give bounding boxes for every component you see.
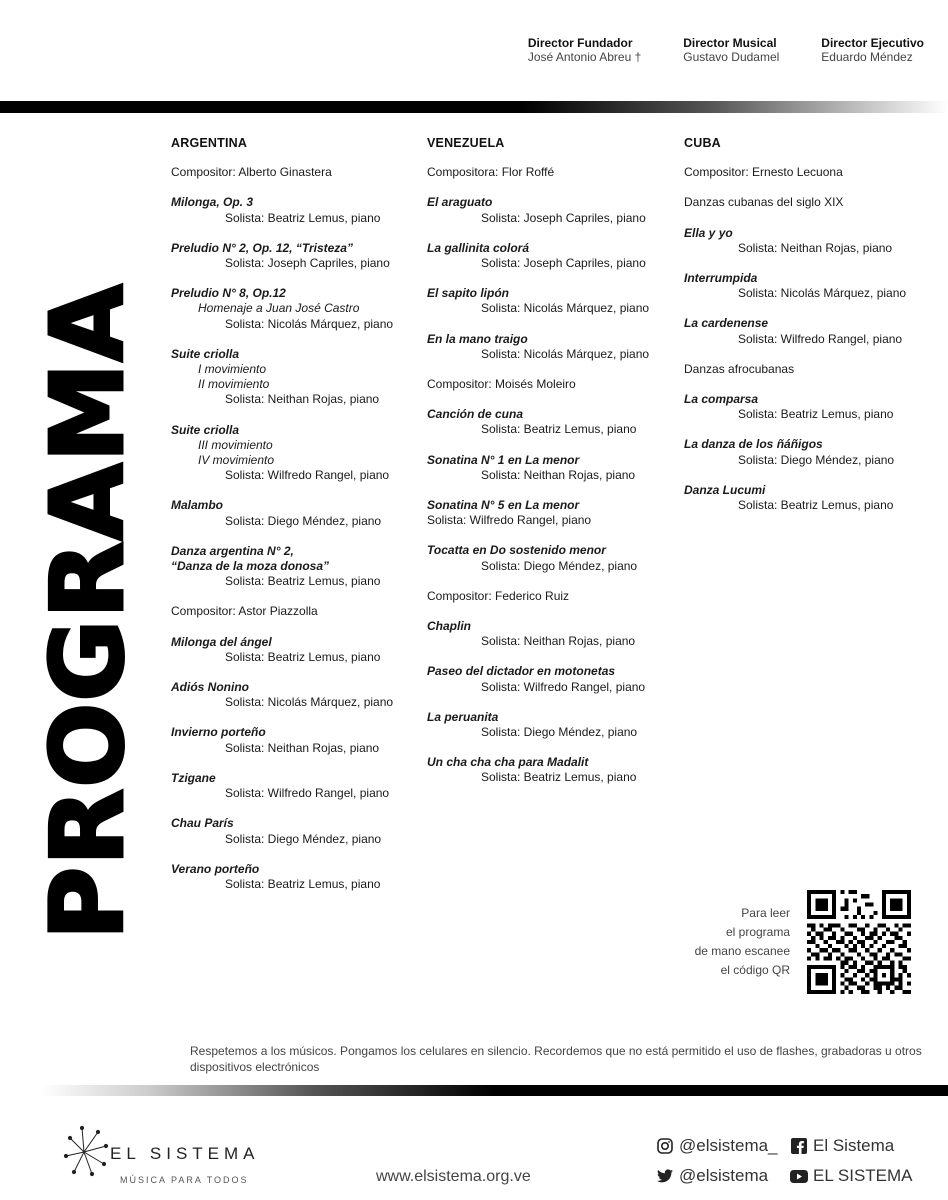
program-piece [427,332,677,362]
venezuela-column [427,136,677,801]
soloist-line: Solista: Beatriz Lemus, piano [225,649,381,664]
program-piece [684,483,934,513]
piece-title: La peruanita [427,709,499,724]
director-musical [683,36,779,64]
soloist-line: Solista: Joseph Capriles, piano [481,210,646,225]
piece-title: Danza Lucumi [684,482,766,497]
piece-title: Ella y yo [684,225,733,240]
soloist-line: Solista: Diego Méndez, piano [481,725,638,740]
program-piece [684,437,934,467]
soloist-line: Solista: Nicolás Márquez, piano [225,695,394,710]
soloist-line: Solista: Neithan Rojas, piano [738,240,893,255]
soloist-line: Solista: Nicolás Márquez, piano [738,286,907,301]
qr-code[interactable] [807,890,911,994]
qr-text-line: de mano escanee [694,944,790,958]
composer-line: Compositora: Flor Roffé [427,165,555,180]
soloist-line: Solista: Neithan Rojas, piano [225,392,380,407]
qr-text-line: Para leer [741,906,790,920]
piece-title: Verano porteño [171,861,260,876]
piece-title: La danza de los ñáñigos [684,437,823,452]
piece-title: El araguato [427,195,493,210]
group-heading: Danzas cubanas del siglo XIX [684,195,844,210]
directors-header [528,36,924,64]
bottom-gradient-bar [40,1085,948,1096]
soloist-line: Solista: Wilfredo Rangel, piano [225,468,390,483]
piece-title: Suite criolla [171,422,240,437]
program-piece [427,498,677,528]
program-piece [171,725,421,755]
facebook-link[interactable] [790,1136,894,1156]
program-piece [684,271,934,301]
piece-title: Paseo del dictador en motonetas [427,664,616,679]
twitter-icon [656,1167,674,1185]
country-heading: VENEZUELA [427,136,505,150]
soloist-line: Solista: Beatriz Lemus, piano [481,422,637,437]
piece-subtitle: Homenaje a Juan José Castro [198,301,360,316]
soloist-line: Solista: Wilfredo Rangel, piano [427,513,592,528]
argentina-column [171,136,421,907]
program-piece [427,619,677,649]
program-piece [427,407,677,437]
program-piece [171,286,421,332]
instagram-icon [656,1137,674,1155]
composer-line: Compositor: Ernesto Lecuona [684,165,843,180]
soloist-line: Solista: Diego Méndez, piano [738,452,895,467]
country-heading: CUBA [684,136,721,150]
program-piece [171,680,421,710]
program-piece [684,392,934,422]
program-piece [171,635,421,665]
director-role: Director Musical [683,36,777,50]
soloist-line: Solista: Beatriz Lemus, piano [225,574,381,589]
piece-title: Canción de cuna [427,407,524,422]
soloist-line: Solista: Neithan Rojas, piano [225,740,380,755]
soloist-line: Solista: Joseph Capriles, piano [481,256,646,271]
youtube-icon [790,1167,808,1185]
director-name: José Antonio Abreu † [527,50,642,64]
program-piece [427,241,677,271]
soloist-line: Solista: Diego Méndez, piano [225,831,382,846]
piece-title: Suite criolla [171,346,240,361]
soloist-line: Solista: Beatriz Lemus, piano [481,770,637,785]
piece-title: Preludio N° 8, Op.12 [171,286,286,301]
piece-title: “Danza de la moza donosa” [171,559,330,574]
soloist-line: Solista: Beatriz Lemus, piano [738,407,894,422]
piece-title: Chaplin [427,619,471,634]
soloist-line: Solista: Beatriz Lemus, piano [738,498,894,513]
soloist-line: Solista: Nicolás Márquez, piano [225,316,394,331]
composer-line: Compositor: Federico Ruiz [427,588,570,603]
piece-title: La comparsa [684,392,759,407]
program-piece [171,241,421,271]
piece-movement: I movimiento [198,362,267,377]
soloist-line: Solista: Joseph Capriles, piano [225,256,390,271]
program-piece [171,347,421,408]
piece-movement: III movimiento [198,437,273,452]
soloist-line: Solista: Diego Méndez, piano [225,513,382,528]
piece-title: Preludio N° 2, Op. 12, “Tristeza” [171,240,353,255]
program-piece [171,544,421,590]
facebook-icon [790,1137,808,1155]
soloist-line: Solista: Nicolás Márquez, piano [481,346,650,361]
piece-movement: II movimiento [198,377,270,392]
piece-title: La cardenense [684,316,769,331]
director-executive [821,36,924,64]
program-piece [171,498,421,528]
logo-tagline: MÚSICA PARA TODOS [120,1175,249,1185]
piece-title: El sapito lipón [427,286,510,301]
program-piece [171,423,421,484]
piece-title: Un cha cha cha para Madalit [427,755,589,770]
director-name: Eduardo Méndez [821,50,913,64]
top-gradient-bar [0,101,948,113]
piece-title: Adiós Nonino [171,680,249,695]
soloist-line: Solista: Wilfredo Rangel, piano [738,331,903,346]
group-heading: Danzas afrocubanas [684,361,795,376]
soloist-line: Solista: Nicolás Márquez, piano [481,301,650,316]
program-piece [427,453,677,483]
cuba-column [684,136,934,528]
soloist-line: Solista: Neithan Rojas, piano [481,634,636,649]
facebook-name: El Sistema [813,1136,895,1155]
piece-title: Danza argentina N° 2, [171,543,294,558]
youtube-channel: EL SISTEMA [813,1166,913,1185]
piece-title: Tocatta en Do sostenido menor [427,543,606,558]
twitter-link[interactable] [656,1166,768,1186]
program-piece [427,664,677,694]
piece-title: La gallinita colorá [427,240,530,255]
soloist-line: Solista: Wilfredo Rangel, piano [481,679,646,694]
audience-notice: Respetemos a los músicos. Pongamos los celulares en silencio. Recordemos que no está permitido el uso de flashes, grabadoras u otros dispositivos electrónicos [190,1044,922,1074]
composer-line: Compositor: Moisés Moleiro [427,377,576,392]
instagram-handle: @elsistema_ [679,1136,778,1155]
youtube-link[interactable] [790,1166,913,1186]
program-piece [171,862,421,892]
piece-title: Sonatina N° 1 en La menor [427,452,580,467]
piece-title: Milonga del ángel [171,634,272,649]
soloist-line: Solista: Diego Méndez, piano [481,558,638,573]
director-founder [528,36,641,64]
piece-title: En la mano traigo [427,331,528,346]
piece-title: Malambo [171,498,224,513]
logo-name: EL SISTEMA [110,1144,260,1163]
soloist-line: Solista: Neithan Rojas, piano [481,467,636,482]
program-piece [684,316,934,346]
program-piece [427,755,677,785]
website-link[interactable]: www.elsistema.org.ve [376,1168,531,1185]
composer-line: Compositor: Alberto Ginastera [171,165,332,180]
program-piece [684,226,934,256]
piece-title: Interrumpida [684,271,758,286]
soloist-line: Solista: Beatriz Lemus, piano [225,876,381,891]
program-piece [427,710,677,740]
soloist-line: Solista: Wilfredo Rangel, piano [225,786,390,801]
instagram-link[interactable] [656,1136,778,1156]
piece-title: Milonga, Op. 3 [171,195,254,210]
qr-instructions [695,904,790,980]
piece-title: Invierno porteño [171,725,266,740]
piece-title: Sonatina N° 5 en La menor [427,498,580,513]
twitter-handle: @elsistema [679,1166,769,1185]
program-piece [171,195,421,225]
program-piece [427,286,677,316]
program-piece [427,195,677,225]
qr-text-line: el código QR [720,963,790,977]
piece-title: Tzigane [171,770,216,785]
director-role: Director Ejecutivo [821,36,924,50]
composer-line: Compositor: Astor Piazzolla [171,604,318,619]
qr-text-line: el programa [725,925,790,939]
country-heading: ARGENTINA [171,136,248,150]
program-piece [171,771,421,801]
piece-title: Chau París [171,816,234,831]
program-title: PROGRAMA [29,283,146,940]
director-role: Director Fundador [527,36,633,50]
soloist-line: Solista: Beatriz Lemus, piano [225,210,381,225]
piece-movement: IV movimiento [198,453,275,468]
program-piece [171,816,421,846]
director-name: Gustavo Dudamel [683,50,780,64]
program-piece [427,543,677,573]
